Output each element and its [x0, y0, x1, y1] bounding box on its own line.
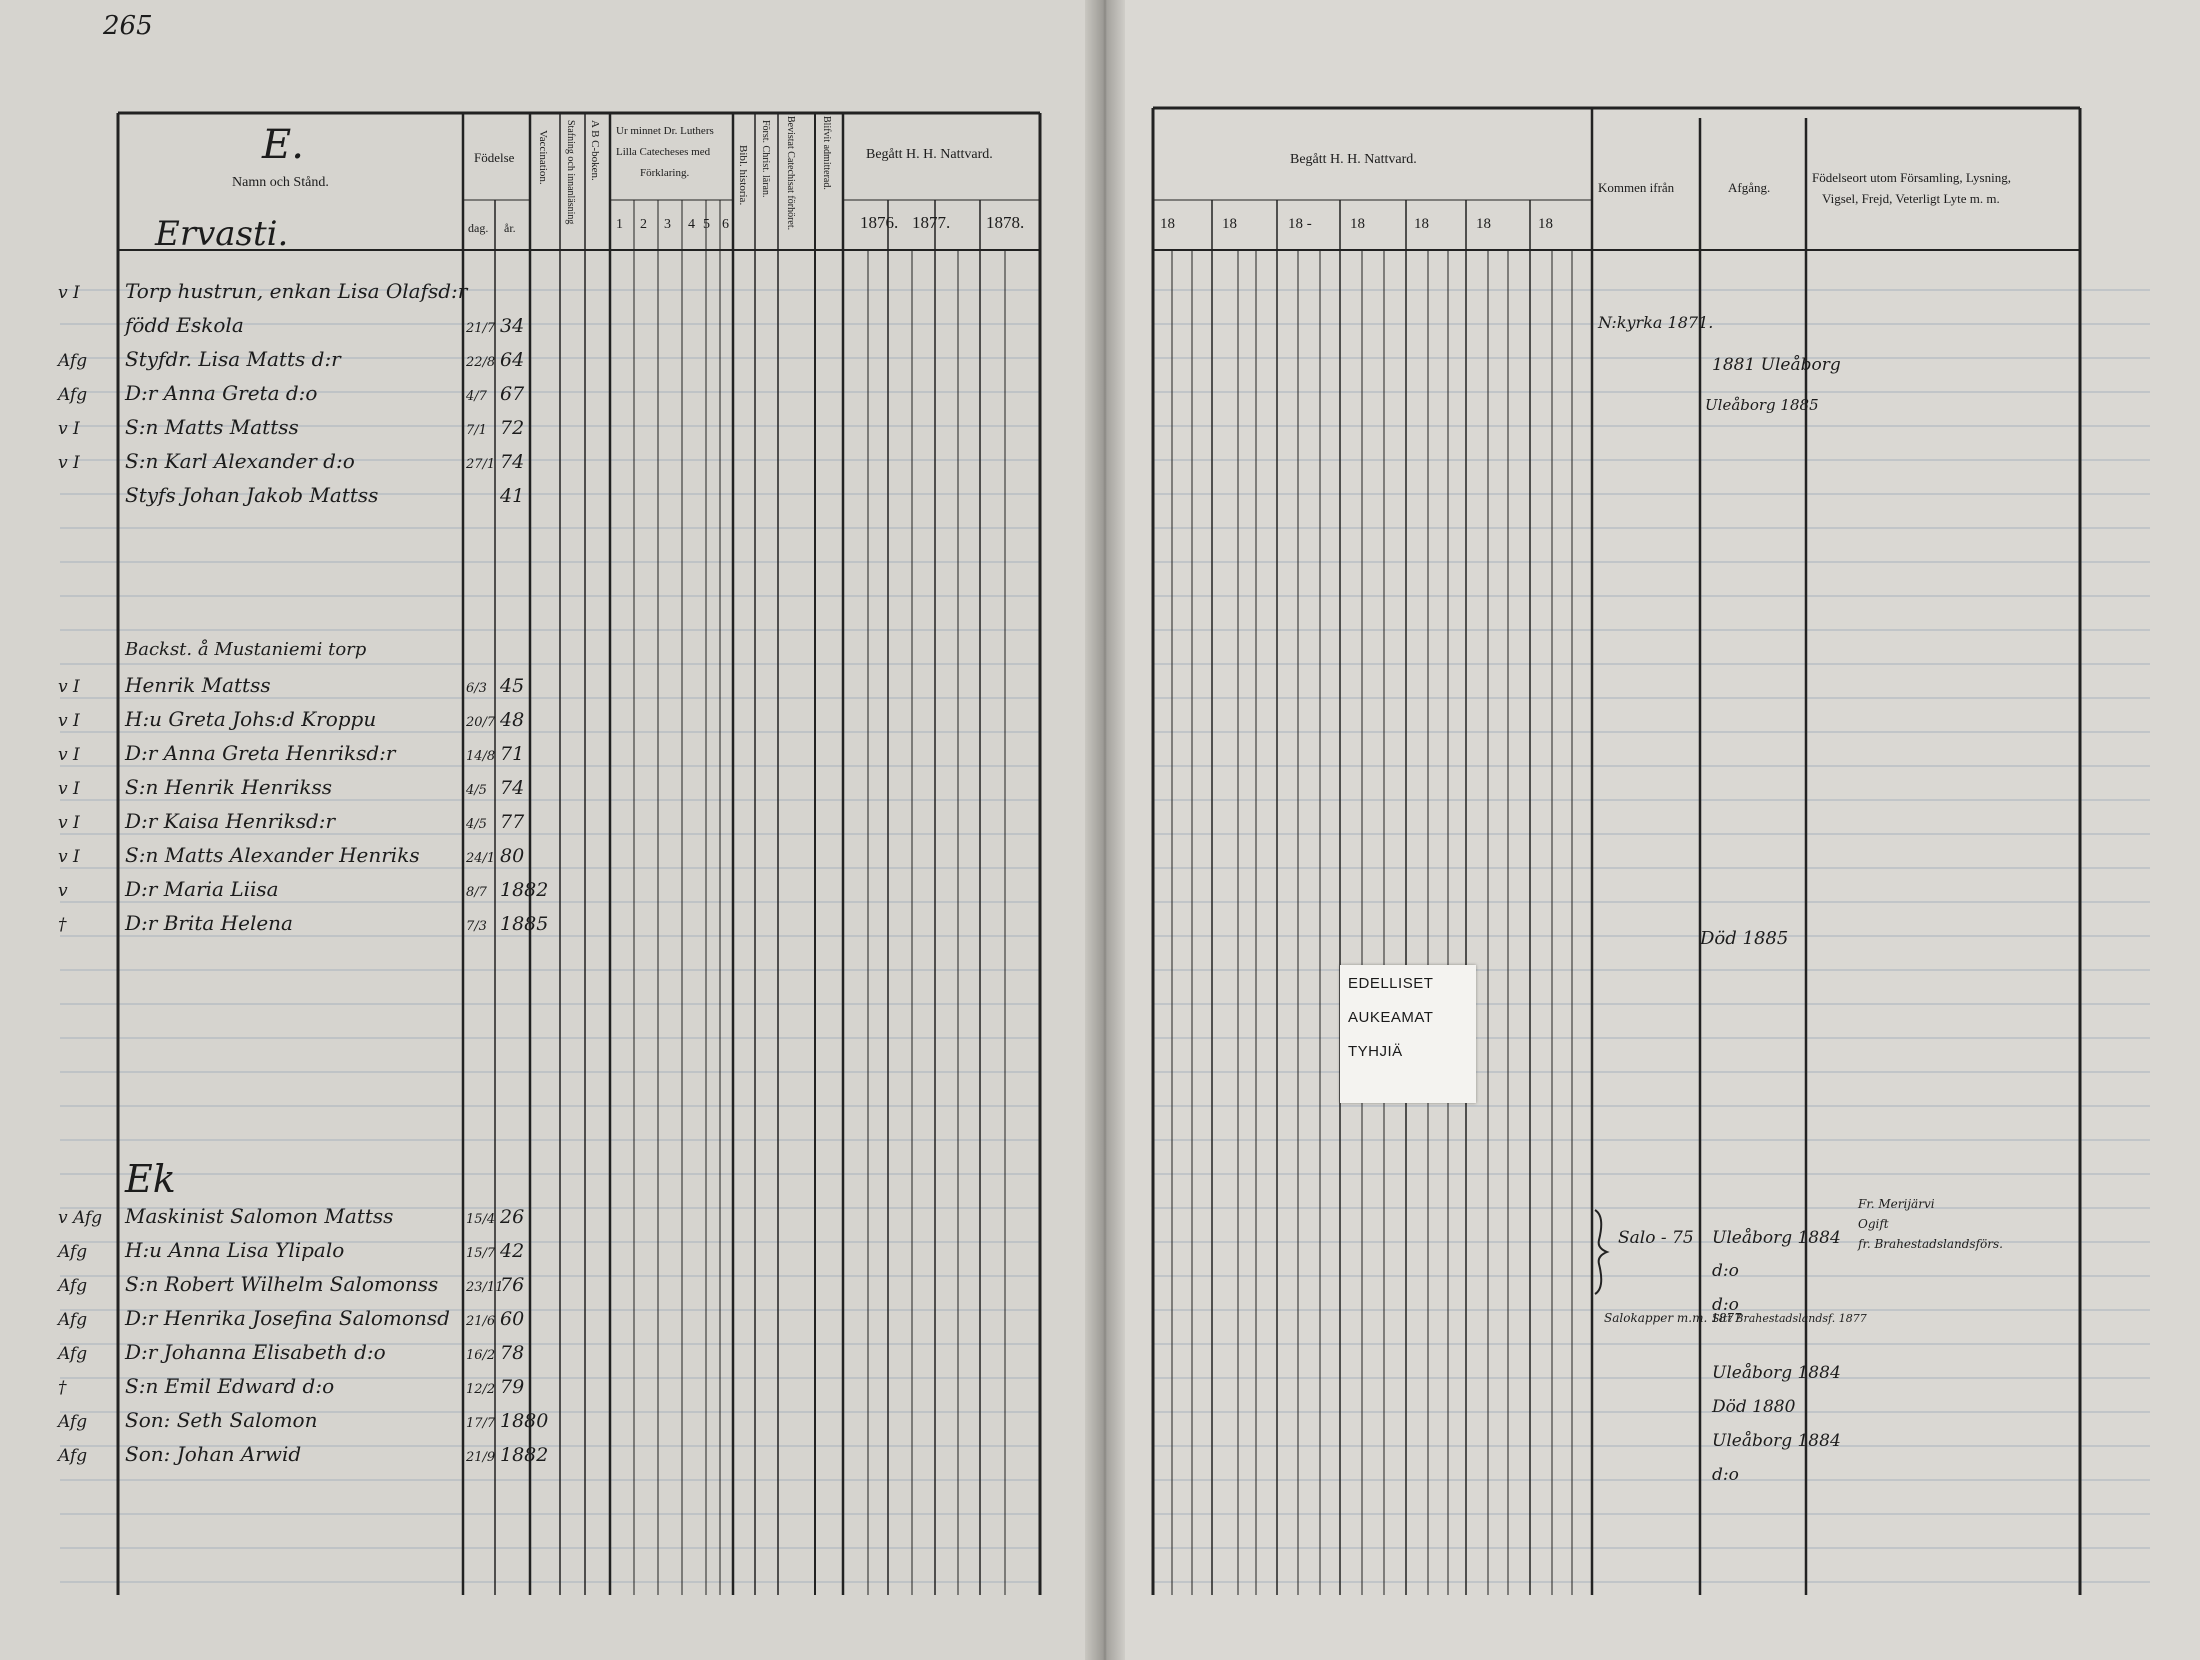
fodelseort-note-2: Ogift: [1858, 1217, 1889, 1231]
col-bibl-header: Bibl. historia.: [737, 145, 749, 206]
row-birth-day: 20/7: [466, 715, 496, 730]
row-birth-year: 74: [500, 777, 525, 799]
row-birth-day: 16/2: [466, 1348, 496, 1363]
brace-mark: [1595, 1210, 1607, 1294]
right-year-4: 18: [1350, 216, 1365, 232]
row-margin-mark: v I: [58, 283, 80, 303]
right-year-2: 18: [1222, 216, 1237, 232]
right-year-3: 18 -: [1288, 216, 1312, 232]
row-margin-mark: Afg: [58, 385, 88, 405]
row-birth-day: 6/3: [466, 681, 487, 696]
row-margin-mark: Afg: [58, 1412, 88, 1432]
row-name: Torp hustrun, enkan Lisa Olafsd:r: [125, 279, 468, 303]
row-name: H:u Anna Lisa Ylipalo: [125, 1238, 345, 1262]
row-margin-mark: v Afg: [58, 1208, 103, 1228]
horizontal-rules-right: [1153, 290, 2150, 1582]
sticker-line-2: AUKEAMAT: [1348, 1009, 1434, 1026]
year-1877: 1877.: [912, 213, 951, 232]
row-name: S:n Henrik Henrikss: [125, 775, 333, 799]
col-blifvit-header: Blifvit admitterad.: [821, 116, 832, 190]
ek-afgang-entry: d:o: [1712, 1261, 1739, 1281]
col-fodelseort-header-2: Vigsel, Frejd, Veterligt Lyte m. m.: [1822, 191, 2000, 206]
row-birth-year: 45: [500, 675, 525, 697]
sticker-line-3: TYHJIÄ: [1348, 1043, 1403, 1060]
row-birth-year: 48: [500, 709, 525, 731]
row-name: D:r Anna Greta Henriksd:r: [125, 741, 396, 765]
year-1878: 1878.: [986, 213, 1025, 232]
row-birth-year: 34: [500, 315, 525, 337]
cat-num-5: 5: [703, 217, 710, 232]
right-year-6: 18: [1476, 216, 1491, 232]
col-name-header: Namn och Stånd.: [232, 175, 329, 190]
register-rows: [56, 279, 548, 1466]
cat-num-3: 3: [664, 217, 671, 232]
row-margin-mark: v I: [58, 453, 80, 473]
col-stafning-header: Stafning och innanläsning: [565, 120, 576, 225]
row-margin-mark: †: [58, 915, 67, 935]
cat-num-1: 1: [616, 217, 623, 232]
row-margin-mark: Afg: [58, 1242, 88, 1262]
row-name: D:r Johanna Elisabeth d:o: [125, 1340, 386, 1364]
right-year-7: 18: [1538, 216, 1553, 232]
row-birth-day: 21/7: [466, 321, 496, 336]
ek-afgang-entry: Sitt Brahestadslandsf. 1877: [1712, 1312, 1867, 1325]
kommen-ek-note: Salokapper m.m. 1877: [1604, 1311, 1742, 1325]
col-dag-header: dag.: [468, 221, 489, 235]
cat-num-6: 6: [722, 217, 729, 232]
row-birth-day: 22/8: [466, 355, 496, 370]
row-name: Styfdr. Lisa Matts d:r: [125, 347, 341, 371]
row-birth-year: 72: [500, 417, 525, 439]
catechism-header-2: Lilla Catecheses med: [616, 146, 711, 158]
row-name: H:u Greta Johs:d Kroppu: [125, 707, 377, 731]
row-name: S:n Matts Alexander Henriks: [125, 843, 420, 867]
row-name: Henrik Mattss: [125, 673, 271, 697]
row-birth-year: 80: [500, 845, 525, 867]
row-name: Styfs Johan Jakob Mattss: [125, 483, 379, 507]
ek-afgang-entry: d:o: [1712, 1465, 1739, 1485]
afgang-ervasti-1: 1881 Uleåborg: [1712, 355, 1841, 375]
col-begatt-header-right: Begått H. H. Nattvard.: [1290, 152, 1417, 167]
row-birth-day: 8/7: [466, 885, 487, 900]
farm-name-ek: Ek: [125, 1157, 176, 1201]
cat-num-2: 2: [640, 217, 647, 232]
row-birth-day: 21/9: [466, 1450, 496, 1465]
row-birth-day: 4/5: [466, 817, 487, 832]
row-name: Son: Seth Salomon: [125, 1408, 318, 1432]
col-begatt-header-left: Begått H. H. Nattvard.: [866, 147, 993, 162]
row-name: född Eskola: [125, 313, 244, 337]
row-birth-day: 15/4: [466, 1212, 496, 1227]
row-birth-year: 67: [500, 383, 525, 405]
ek-afgang-entry: Död 1880: [1712, 1397, 1796, 1417]
row-birth-day: 24/1: [466, 851, 496, 866]
row-margin-mark: v I: [58, 813, 80, 833]
row-birth-year: 71: [500, 743, 525, 765]
col-forst-header: Först. Christ. läran.: [760, 120, 771, 198]
row-margin-mark: v: [58, 881, 68, 901]
archive-sticker: [1340, 965, 1476, 1103]
row-margin-mark: v I: [58, 711, 80, 731]
right-year-1: 18: [1160, 216, 1175, 232]
row-name: S:n Emil Edward d:o: [125, 1374, 335, 1398]
row-birth-year: 26: [500, 1206, 525, 1228]
row-margin-mark: Afg: [58, 1344, 88, 1364]
dod-note: Död 1885: [1700, 928, 1789, 949]
row-birth-year: 74: [500, 451, 525, 473]
col-vaccination-header: Vaccination.: [537, 130, 549, 185]
ek-afgang-entry: Uleåborg 1884: [1712, 1363, 1841, 1383]
row-name: S:n Karl Alexander d:o: [125, 449, 355, 473]
row-birth-year: 41: [500, 485, 525, 507]
row-birth-day: 21/6: [466, 1314, 496, 1329]
row-margin-mark: Afg: [58, 351, 88, 371]
col-fodelse-header: Födelse: [474, 150, 515, 165]
row-birth-year: 1880: [500, 1410, 549, 1432]
year-1876: 1876.: [860, 213, 899, 232]
fodelseort-note-3: fr. Brahestadslandsförs.: [1858, 1237, 2003, 1251]
row-birth-day: 27/1: [466, 457, 496, 472]
row-name: S:n Robert Wilhelm Salomonss: [125, 1272, 439, 1296]
row-margin-mark: v I: [58, 847, 80, 867]
catechism-header-3: Förklaring.: [640, 167, 690, 179]
kommen-ek: Salo - 75: [1618, 1228, 1694, 1248]
col-abc-header: A B C-boken.: [589, 120, 601, 181]
row-birth-year: 1885: [500, 913, 549, 935]
row-margin-mark: v I: [58, 419, 80, 439]
row-margin-mark: Afg: [58, 1276, 88, 1296]
col-kommen-header: Kommen ifrån: [1598, 180, 1675, 195]
kommen-ervasti: N:kyrka 1871.: [1598, 313, 1714, 332]
row-name: D:r Kaisa Henriksd:r: [125, 809, 336, 833]
row-margin-mark: Afg: [58, 1310, 88, 1330]
row-margin-mark: v I: [58, 677, 80, 697]
row-name: D:r Anna Greta d:o: [125, 381, 318, 405]
col-fodelseort-header-1: Födelseort utom Församling, Lysning,: [1812, 170, 2011, 185]
page-number: 265: [103, 11, 153, 41]
row-birth-day: 23/11: [466, 1280, 504, 1295]
group-title-backstuga: Backst. å Mustaniemi torp: [125, 639, 367, 660]
row-birth-day: 15/7: [466, 1246, 496, 1261]
ek-afgang-entry: d:o: [1712, 1295, 1739, 1315]
col-afgang-header: Afgång.: [1728, 180, 1771, 195]
ek-afgang-entry: Uleåborg 1884: [1712, 1431, 1841, 1451]
col-ar-header: år.: [504, 221, 516, 235]
row-name: Maskinist Salomon Mattss: [125, 1204, 394, 1228]
row-margin-mark: v I: [58, 745, 80, 765]
row-birth-day: 4/5: [466, 783, 487, 798]
farm-name-ervasti: Ervasti.: [155, 214, 289, 254]
row-birth-year: 60: [500, 1308, 525, 1330]
row-birth-year: 64: [500, 349, 525, 371]
row-name: Son: Johan Arwid: [125, 1442, 302, 1466]
row-birth-year: 1882: [500, 1444, 549, 1466]
afgang-ervasti-2: Uleåborg 1885: [1705, 396, 1819, 414]
row-birth-year: 1882: [500, 879, 549, 901]
row-name: D:r Brita Helena: [125, 911, 293, 935]
row-margin-mark: Afg: [58, 1446, 88, 1466]
row-name: D:r Henrika Josefina Salomonsd: [125, 1306, 450, 1330]
fodelseort-note-1: Fr. Merijärvi: [1858, 1197, 1935, 1211]
row-birth-day: 4/7: [466, 389, 487, 404]
sticker-line-1: EDELLISET: [1348, 975, 1434, 992]
row-margin-mark: v I: [58, 779, 80, 799]
catechism-header-1: Ur minnet Dr. Luthers: [616, 125, 714, 137]
row-birth-year: 76: [500, 1274, 525, 1296]
row-birth-year: 78: [500, 1342, 525, 1364]
row-birth-year: 79: [500, 1376, 525, 1398]
row-name: D:r Maria Liisa: [125, 877, 279, 901]
col-bevistat-header: Bevistat Catechisat förhöret.: [785, 116, 796, 231]
cat-num-4: 4: [688, 217, 695, 232]
row-birth-day: 7/1: [466, 423, 487, 438]
ek-afgang-entry: Uleåborg 1884: [1712, 1228, 1841, 1248]
row-birth-day: 17/7: [466, 1416, 496, 1431]
row-birth-day: 7/3: [466, 919, 487, 934]
row-birth-year: 42: [500, 1240, 525, 1262]
row-birth-day: 12/2: [466, 1382, 496, 1397]
row-name: S:n Matts Mattss: [125, 415, 299, 439]
row-birth-day: 14/8: [466, 749, 496, 764]
right-year-5: 18: [1414, 216, 1429, 232]
row-margin-mark: †: [58, 1378, 67, 1398]
register-letter: E.: [262, 122, 304, 168]
row-birth-year: 77: [500, 811, 525, 833]
